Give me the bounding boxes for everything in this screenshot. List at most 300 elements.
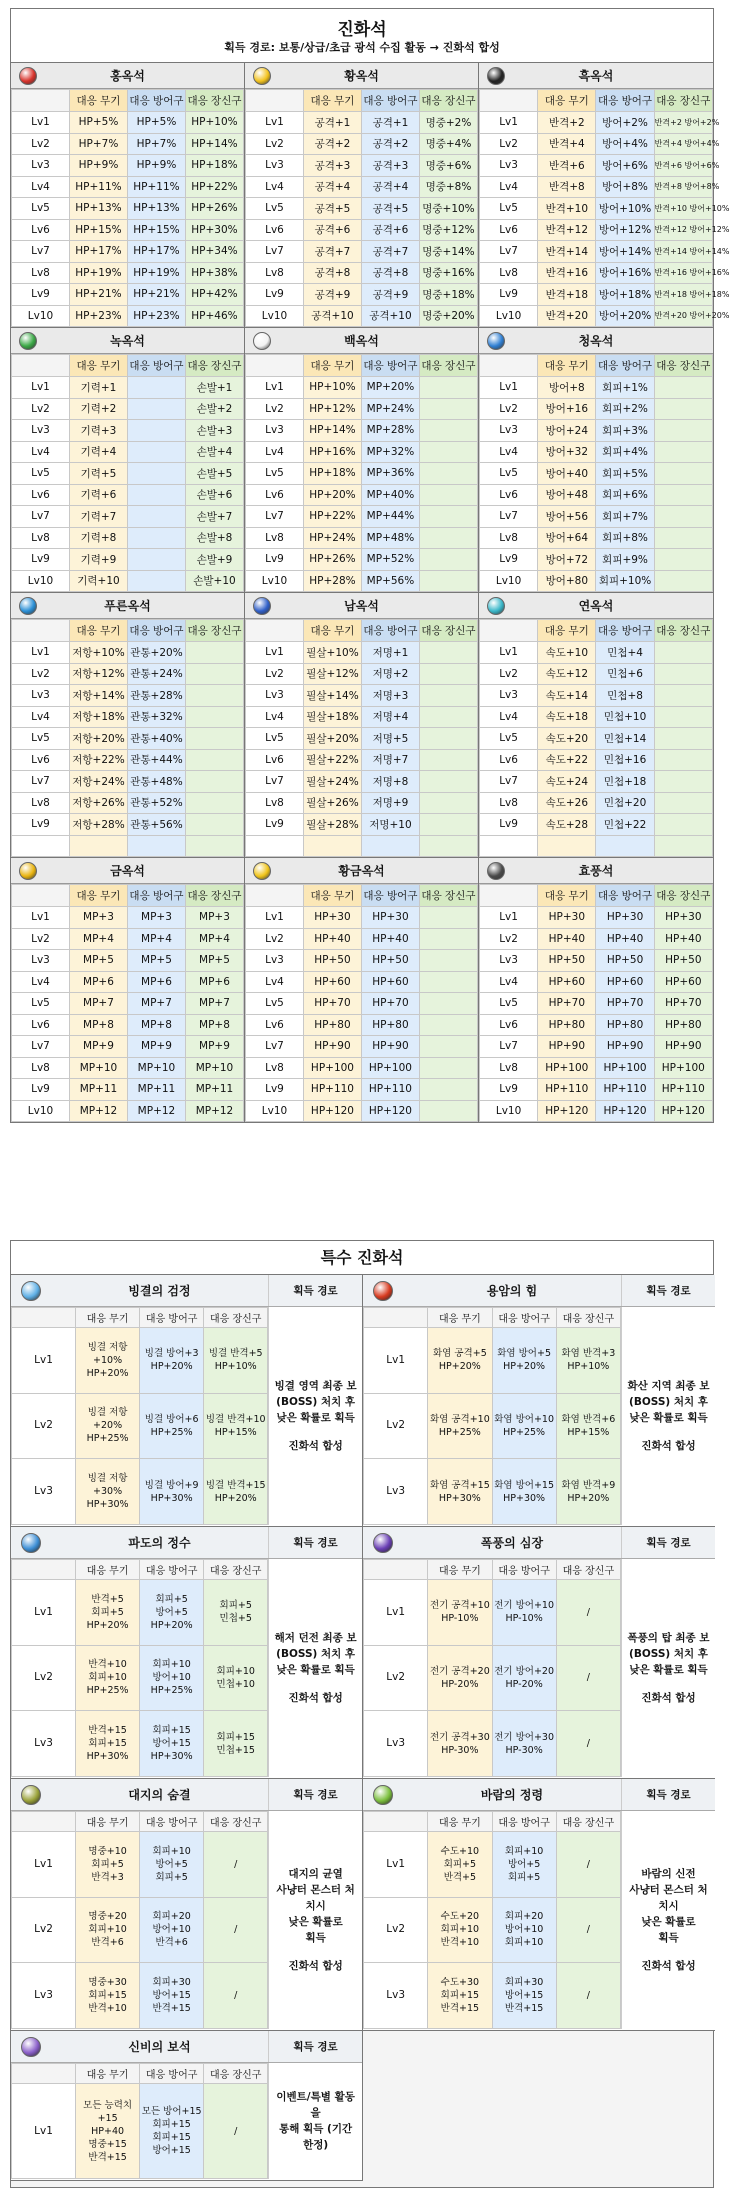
armor-cell: 회피+5% xyxy=(596,463,654,485)
accessory-cell: 손발+5 xyxy=(185,463,243,485)
special-gem-icon xyxy=(373,1533,393,1553)
accessory-cell: 반격+6 방어+6% xyxy=(654,155,712,177)
armor-cell: 회피+15 방어+15 HP+30% xyxy=(140,1711,204,1777)
weapon-cell: 빙결 저항+10% HP+20% xyxy=(76,1328,140,1394)
gem-table xyxy=(245,884,478,1122)
armor-cell: 빙결 방어+3 HP+20% xyxy=(140,1328,204,1394)
accessory-cell xyxy=(419,928,477,950)
gem-block xyxy=(245,593,479,857)
gem-block xyxy=(11,593,245,857)
table-row xyxy=(245,950,477,972)
level-cell: Lv5 xyxy=(245,463,303,485)
weapon-cell: HP+28% xyxy=(303,570,361,592)
weapon-cell: 반격+8 xyxy=(538,176,596,198)
table-row xyxy=(12,241,244,263)
gem-name-bar xyxy=(11,858,244,884)
level-cell: Lv1 xyxy=(245,907,303,929)
accessory-cell: HP+90 xyxy=(654,1036,712,1058)
table-row xyxy=(245,1014,477,1036)
column-header: 대응 무기 xyxy=(538,885,596,907)
gem-name: 연옥석 xyxy=(578,599,614,613)
accessory-cell: HP+30% xyxy=(185,219,243,241)
table-row xyxy=(479,112,712,134)
acquire-header: 획득 경로 xyxy=(268,1779,362,1810)
column-header: 대응 무기 xyxy=(69,885,127,907)
level-cell: Lv9 xyxy=(479,549,537,571)
column-header: 대응 무기 xyxy=(76,1560,140,1580)
weapon-cell: HP+60 xyxy=(303,971,361,993)
special-table-wrap xyxy=(11,1307,268,1525)
special-block xyxy=(363,1527,715,1779)
special-header xyxy=(363,1527,715,1559)
armor-cell: MP+36% xyxy=(361,463,419,485)
table-row xyxy=(245,993,477,1015)
accessory-cell: / xyxy=(204,1832,268,1898)
weapon-cell: 전기 공격+30 HP-30% xyxy=(428,1711,492,1777)
table-row xyxy=(479,685,712,707)
armor-cell: HP+40 xyxy=(596,928,654,950)
weapon-cell: 빙결 저항+20% HP+25% xyxy=(76,1393,140,1459)
table-row xyxy=(479,463,712,485)
table-row xyxy=(12,506,244,528)
level-cell: Lv1 xyxy=(364,1832,428,1898)
table-row xyxy=(479,527,712,549)
weapon-cell: 저항+12% xyxy=(69,663,127,685)
table-row xyxy=(479,305,712,327)
special-table xyxy=(11,2063,268,2179)
armor-cell: 전기 방어+30 HP-30% xyxy=(492,1711,556,1777)
armor-cell: 전기 방어+20 HP-20% xyxy=(492,1645,556,1711)
level-header xyxy=(12,620,70,642)
level-cell: Lv2 xyxy=(12,398,70,420)
accessory-cell: HP+80 xyxy=(654,1014,712,1036)
table-row xyxy=(12,219,244,241)
armor-cell: HP+15% xyxy=(127,219,185,241)
level-cell: Lv1 xyxy=(245,377,303,399)
accessory-cell xyxy=(654,706,712,728)
accessory-cell xyxy=(419,749,477,771)
accessory-cell: / xyxy=(204,1897,268,1963)
table-row xyxy=(245,133,477,155)
gem-name: 금옥석 xyxy=(110,864,145,878)
accessory-cell xyxy=(185,642,243,664)
table-row xyxy=(364,1897,621,1963)
weapon-cell: 반격+10 회피+10 HP+25% xyxy=(76,1645,140,1711)
accessory-cell xyxy=(419,950,477,972)
armor-cell: HP+90 xyxy=(361,1036,419,1058)
gem-icon xyxy=(487,597,505,615)
accessory-cell: HP+110 xyxy=(654,1079,712,1101)
gem-name: 백옥석 xyxy=(344,334,379,348)
weapon-cell: 화염 공격+5 HP+20% xyxy=(428,1328,492,1394)
special-block xyxy=(11,2031,363,2181)
accessory-cell: MP+4 xyxy=(185,928,243,950)
weapon-cell: HP+14% xyxy=(303,420,361,442)
accessory-cell: 회피+10 민첩+10 xyxy=(204,1645,268,1711)
level-cell: Lv9 xyxy=(12,549,70,571)
weapon-cell: 기력+2 xyxy=(69,398,127,420)
accessory-cell: HP+40 xyxy=(654,928,712,950)
gem-icon xyxy=(253,332,271,350)
table-row xyxy=(245,814,477,836)
accessory-cell xyxy=(185,728,243,750)
special-body xyxy=(11,2063,362,2179)
accessory-cell: HP+46% xyxy=(185,305,243,327)
column-header: 대응 방어구 xyxy=(127,90,185,112)
table-row xyxy=(245,176,477,198)
accessory-cell xyxy=(419,463,477,485)
special-block xyxy=(11,1779,363,2031)
table-row xyxy=(245,484,477,506)
level-cell: Lv4 xyxy=(12,176,70,198)
weapon-cell: HP+30 xyxy=(538,907,596,929)
table-row xyxy=(12,685,244,707)
table-row xyxy=(245,463,477,485)
weapon-cell: 반격+4 xyxy=(538,133,596,155)
level-cell: Lv10 xyxy=(245,570,303,592)
weapon-cell: 속도+18 xyxy=(538,706,596,728)
level-cell: Lv9 xyxy=(479,1079,537,1101)
level-cell: Lv6 xyxy=(479,1014,537,1036)
accessory-cell xyxy=(419,685,477,707)
level-cell: Lv7 xyxy=(479,1036,537,1058)
armor-cell: MP+44% xyxy=(361,506,419,528)
armor-cell: HP+110 xyxy=(596,1079,654,1101)
level-cell: Lv7 xyxy=(245,241,303,263)
table-row xyxy=(245,642,477,664)
weapon-cell: 명중+10 회피+5 반격+3 xyxy=(76,1832,140,1898)
level-cell xyxy=(245,835,303,857)
special-block xyxy=(11,1527,363,1779)
weapon-cell: 저항+14% xyxy=(69,685,127,707)
armor-cell: HP+100 xyxy=(361,1057,419,1079)
accessory-cell xyxy=(419,1014,477,1036)
accessory-cell: MP+10 xyxy=(185,1057,243,1079)
armor-cell: MP+24% xyxy=(361,398,419,420)
accessory-cell: 회피+5 민첩+5 xyxy=(204,1580,268,1646)
armor-cell: 방어+16% xyxy=(596,262,654,284)
acquire-text: 빙결 영역 최종 보 (BOSS) 처치 후 낮은 확률로 획득 xyxy=(274,1380,357,1424)
weapon-cell: 필살+20% xyxy=(303,728,361,750)
special-table xyxy=(363,1811,621,2029)
weapon-cell: HP+13% xyxy=(69,198,127,220)
accessory-cell xyxy=(419,993,477,1015)
armor-cell: HP+120 xyxy=(596,1100,654,1122)
weapon-cell: 기력+5 xyxy=(69,463,127,485)
weapon-cell: 공격+10 xyxy=(303,305,361,327)
armor-cell: MP+8 xyxy=(127,1014,185,1036)
table-row xyxy=(245,420,477,442)
armor-cell: 회피+10 방어+10 HP+25% xyxy=(140,1645,204,1711)
accessory-cell xyxy=(654,792,712,814)
weapon-cell: MP+11 xyxy=(69,1079,127,1101)
column-header: 대응 장신구 xyxy=(204,1560,268,1580)
special-body xyxy=(11,1307,362,1525)
gem-name-bar xyxy=(479,858,713,884)
table-row xyxy=(245,1036,477,1058)
accessory-cell xyxy=(419,1057,477,1079)
weapon-cell: 속도+20 xyxy=(538,728,596,750)
table-row xyxy=(245,241,477,263)
gem-row xyxy=(11,593,713,858)
accessory-cell: MP+6 xyxy=(185,971,243,993)
armor-cell: 공격+6 xyxy=(361,219,419,241)
weapon-cell: 반격+5 회피+5 HP+20% xyxy=(76,1580,140,1646)
accessory-cell xyxy=(185,835,243,857)
weapon-cell: 방어+48 xyxy=(538,484,596,506)
weapon-cell: HP+21% xyxy=(69,284,127,306)
level-cell: Lv4 xyxy=(245,176,303,198)
level-cell: Lv7 xyxy=(245,1036,303,1058)
armor-cell: 관통+32% xyxy=(127,706,185,728)
level-header xyxy=(12,90,70,112)
accessory-cell: 명중+18% xyxy=(419,284,477,306)
armor-cell: 회피+10 방어+5 회피+5 xyxy=(492,1832,556,1898)
accessory-cell: HP+70 xyxy=(654,993,712,1015)
accessory-cell xyxy=(185,771,243,793)
accessory-cell xyxy=(654,749,712,771)
table-row xyxy=(479,950,712,972)
level-cell: Lv10 xyxy=(479,1100,537,1122)
level-cell: Lv9 xyxy=(12,1079,70,1101)
armor-cell: MP+48% xyxy=(361,527,419,549)
armor-cell: HP+7% xyxy=(127,133,185,155)
table-row xyxy=(245,728,477,750)
special-row xyxy=(11,1527,713,1779)
armor-cell: 화염 방어+10 HP+25% xyxy=(492,1393,556,1459)
level-cell: Lv7 xyxy=(479,506,537,528)
accessory-cell: 반격+10 방어+10% xyxy=(654,198,712,220)
table-row xyxy=(12,484,244,506)
special-gem-icon xyxy=(21,1785,41,1805)
column-header: 대응 방어구 xyxy=(596,355,654,377)
accessory-cell: / xyxy=(556,1645,620,1711)
gem-table xyxy=(245,354,478,592)
table-row xyxy=(245,749,477,771)
column-header: 대응 방어구 xyxy=(596,885,654,907)
armor-cell: HP+100 xyxy=(596,1057,654,1079)
special-block xyxy=(363,1779,715,2031)
column-header: 대응 무기 xyxy=(69,620,127,642)
weapon-cell: 필살+28% xyxy=(303,814,361,836)
armor-cell: 방어+20% xyxy=(596,305,654,327)
armor-cell: HP+40 xyxy=(361,928,419,950)
accessory-cell: 반격+4 방어+4% xyxy=(654,133,712,155)
level-cell: Lv1 xyxy=(12,907,70,929)
section-header xyxy=(11,9,713,63)
level-cell: Lv1 xyxy=(12,1580,76,1646)
special-body xyxy=(363,1811,715,2029)
level-cell: Lv1 xyxy=(245,112,303,134)
special-header xyxy=(363,1779,715,1811)
weapon-cell: HP+9% xyxy=(69,155,127,177)
table-row xyxy=(12,971,244,993)
special-block xyxy=(11,1275,363,1527)
level-cell: Lv2 xyxy=(479,133,537,155)
gem-block xyxy=(479,858,713,1122)
gem-table xyxy=(479,884,713,1122)
accessory-cell: / xyxy=(556,1963,620,2029)
armor-cell: MP+5 xyxy=(127,950,185,972)
accessory-cell: 명중+6% xyxy=(419,155,477,177)
acquire-header: 획득 경로 xyxy=(268,1527,362,1558)
armor-cell: 민첩+16 xyxy=(596,749,654,771)
level-cell: Lv4 xyxy=(479,176,537,198)
level-cell: Lv3 xyxy=(479,685,537,707)
accessory-cell xyxy=(419,441,477,463)
column-header: 대응 방어구 xyxy=(127,620,185,642)
gem-row xyxy=(11,328,713,593)
table-row xyxy=(12,398,244,420)
special-name: 파도의 정수 xyxy=(128,1536,191,1550)
level-cell: Lv9 xyxy=(479,284,537,306)
weapon-cell: HP+110 xyxy=(538,1079,596,1101)
weapon-cell: 속도+28 xyxy=(538,814,596,836)
armor-cell: HP+80 xyxy=(596,1014,654,1036)
weapon-cell: 기력+6 xyxy=(69,484,127,506)
weapon-cell: MP+12 xyxy=(69,1100,127,1122)
armor-cell: 민첩+20 xyxy=(596,792,654,814)
armor-cell: HP+9% xyxy=(127,155,185,177)
column-header: 대응 방어구 xyxy=(596,90,654,112)
armor-cell: HP+23% xyxy=(127,305,185,327)
accessory-cell: HP+120 xyxy=(654,1100,712,1122)
level-cell: Lv3 xyxy=(245,155,303,177)
armor-cell: HP+50 xyxy=(361,950,419,972)
level-cell: Lv6 xyxy=(245,749,303,771)
accessory-cell xyxy=(419,570,477,592)
weapon-cell: 기력+7 xyxy=(69,506,127,528)
weapon-cell: HP+10% xyxy=(303,377,361,399)
weapon-cell: HP+50 xyxy=(303,950,361,972)
weapon-cell xyxy=(69,835,127,857)
level-cell: Lv8 xyxy=(245,527,303,549)
table-row xyxy=(364,1393,621,1459)
level-cell: Lv9 xyxy=(245,549,303,571)
weapon-cell: 공격+3 xyxy=(303,155,361,177)
table-row xyxy=(12,2084,268,2179)
special-row xyxy=(11,1779,713,2031)
special-gem-icon xyxy=(21,1533,41,1553)
weapon-cell: 방어+32 xyxy=(538,441,596,463)
armor-cell: 공격+5 xyxy=(361,198,419,220)
weapon-cell: 속도+10 xyxy=(538,642,596,664)
column-header: 대응 방어구 xyxy=(492,1812,556,1832)
level-cell: Lv4 xyxy=(245,971,303,993)
column-header: 대응 장신구 xyxy=(556,1812,620,1832)
accessory-cell: HP+42% xyxy=(185,284,243,306)
armor-cell: 회피+20 방어+10 반격+6 xyxy=(140,1897,204,1963)
armor-cell: HP+110 xyxy=(361,1079,419,1101)
gem-icon xyxy=(19,597,37,615)
weapon-cell: HP+110 xyxy=(303,1079,361,1101)
acquire-header: 획득 경로 xyxy=(621,1275,715,1306)
level-cell: Lv3 xyxy=(479,950,537,972)
accessory-cell: / xyxy=(556,1832,620,1898)
column-header: 대응 무기 xyxy=(76,1812,140,1832)
special-icon-wrap xyxy=(11,2031,51,2062)
column-header: 대응 장신구 xyxy=(556,1308,620,1328)
synthesis-label: 진화석 합성 xyxy=(288,1692,343,1704)
weapon-cell: 속도+24 xyxy=(538,771,596,793)
gem-table xyxy=(245,89,478,327)
accessory-cell: 손발+8 xyxy=(185,527,243,549)
level-cell: Lv3 xyxy=(245,950,303,972)
column-header: 대응 방어구 xyxy=(492,1308,556,1328)
accessory-cell: HP+22% xyxy=(185,176,243,198)
armor-cell: HP+80 xyxy=(361,1014,419,1036)
gem-name: 황금옥석 xyxy=(338,864,385,878)
armor-cell xyxy=(127,484,185,506)
column-header: 대응 무기 xyxy=(303,355,361,377)
special-table xyxy=(363,1559,621,1777)
level-cell: Lv2 xyxy=(12,1645,76,1711)
level-cell: Lv2 xyxy=(12,133,70,155)
special-block xyxy=(363,1275,715,1527)
special-gem-icon xyxy=(373,1785,393,1805)
gem-name-bar xyxy=(479,328,713,354)
level-cell: Lv10 xyxy=(245,1100,303,1122)
accessory-cell xyxy=(654,663,712,685)
accessory-cell: 반격+14 방어+14% xyxy=(654,241,712,263)
accessory-cell: 빙결 반격+15 HP+20% xyxy=(204,1459,268,1525)
armor-cell: 민첩+8 xyxy=(596,685,654,707)
level-cell: Lv3 xyxy=(12,155,70,177)
level-cell: Lv2 xyxy=(479,398,537,420)
table-row xyxy=(12,642,244,664)
level-cell: Lv3 xyxy=(479,420,537,442)
armor-cell: MP+10 xyxy=(127,1057,185,1079)
table-row xyxy=(12,928,244,950)
accessory-cell xyxy=(419,527,477,549)
accessory-cell xyxy=(654,463,712,485)
column-header: 대응 장신구 xyxy=(419,620,477,642)
weapon-cell: 반격+6 xyxy=(538,155,596,177)
armor-cell: 방어+18% xyxy=(596,284,654,306)
gem-block xyxy=(11,858,245,1122)
armor-cell: 방어+12% xyxy=(596,219,654,241)
acquire-text: 해저 던전 최종 보 (BOSS) 처치 후 낮은 확률로 획득 xyxy=(274,1632,357,1676)
level-cell: Lv10 xyxy=(12,1100,70,1122)
accessory-cell: HP+38% xyxy=(185,262,243,284)
table-row xyxy=(12,1711,268,1777)
level-cell: Lv2 xyxy=(245,133,303,155)
level-cell: Lv7 xyxy=(245,771,303,793)
acquire-text: 화산 지역 최종 보 (BOSS) 처치 후 낮은 확률로 획득 xyxy=(627,1380,710,1424)
armor-cell: 회피+2% xyxy=(596,398,654,420)
table-row xyxy=(245,155,477,177)
accessory-cell xyxy=(419,420,477,442)
armor-cell: 민첩+6 xyxy=(596,663,654,685)
table-row xyxy=(479,663,712,685)
weapon-cell: 공격+1 xyxy=(303,112,361,134)
level-header xyxy=(479,90,537,112)
accessory-cell: 손발+6 xyxy=(185,484,243,506)
weapon-cell: 반격+10 xyxy=(538,198,596,220)
table-row xyxy=(245,398,477,420)
accessory-cell xyxy=(419,377,477,399)
synthesis-label: 진화석 합성 xyxy=(288,1440,343,1452)
table-row xyxy=(364,1832,621,1898)
level-cell: Lv1 xyxy=(12,377,70,399)
weapon-cell: HP+5% xyxy=(69,112,127,134)
weapon-cell: 기력+8 xyxy=(69,527,127,549)
armor-cell: 공격+7 xyxy=(361,241,419,263)
level-header xyxy=(12,1308,76,1328)
column-header: 대응 장신구 xyxy=(419,355,477,377)
table-row xyxy=(479,377,712,399)
accessory-cell xyxy=(654,506,712,528)
